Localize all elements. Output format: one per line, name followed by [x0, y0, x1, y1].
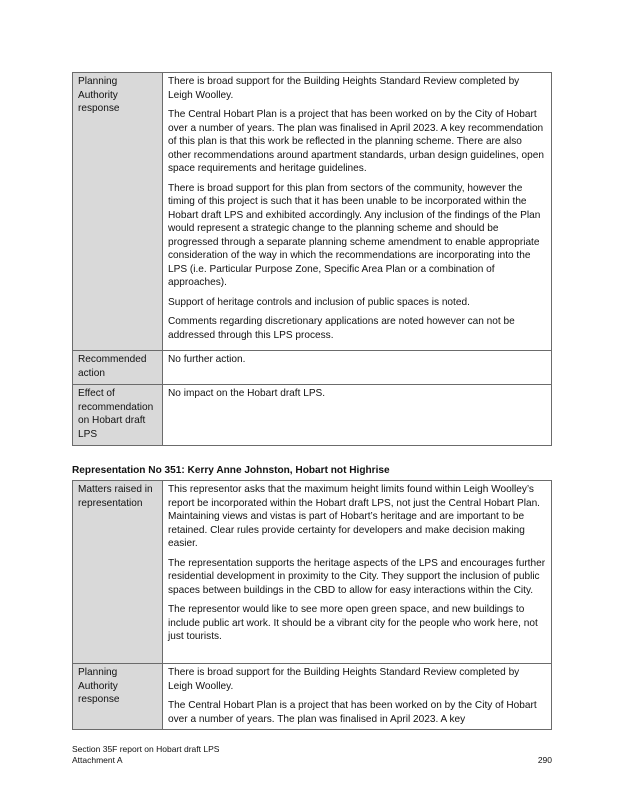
table-row	[73, 351, 552, 385]
row-content	[163, 385, 552, 446]
row-label: Planning Authority response	[73, 73, 163, 351]
footer-report-title: Section 35F report on Hobart draft LPS	[72, 744, 220, 754]
paragraph: No impact on the Hobart draft LPS.	[168, 388, 326, 399]
paragraph: The representor would like to see more open green space, and new buildings to include public art work. It should be a vibrant city for the people who work here, not just tourists.	[168, 604, 538, 642]
row-label: Effect of recommendation on Hobart draft LPS	[73, 385, 163, 446]
paragraph: Support of heritage controls and inclusion of public spaces is noted.	[168, 296, 470, 308]
row-label: Matters raised in representation	[73, 481, 163, 664]
row-label: Recommended action	[73, 351, 163, 385]
row-label: Planning Authority response	[73, 664, 163, 730]
footer-attachment: Attachment A	[72, 755, 123, 765]
paragraph: There is broad support for the Building Heights Standard Review completed by Leigh Woolley.	[168, 667, 520, 692]
page-footer	[72, 744, 552, 766]
paragraph: There is broad support for the Building Heights Standard Review completed by Leigh Woolley.	[168, 76, 520, 101]
page-number: 290	[537, 755, 552, 765]
paragraph: The Central Hobart Plan is a project that has been worked on by the City of Hobart over a number of years. The plan was finalised in April 2023. A key recommendation of this plan is that this work be reflected in the planning scheme. There are also other recommendations around apartment standards, urban design guidelines, open space requirements and heritage guidelines.	[168, 109, 544, 174]
paragraph: Comments regarding discretionary applications are noted however can not be addressed through this LPS process.	[168, 316, 515, 341]
representation-table	[72, 480, 552, 730]
paragraph: This representor asks that the maximum height limits found within Leigh Woolley’s report be incorporated within the Hobart draft LPS, not just the Central Hobart Plan. Maintaining views and vistas is part of Hobart’s heritage and are important to be retained. Clear rules provide certainty for developers and make decision making easier.	[168, 484, 540, 549]
response-table-continued	[72, 72, 552, 446]
paragraph: There is broad support for this plan from sectors of the community, however the timing of this project is such that it has been unable to be incorporated within the Hobart draft LPS and exhibited accordingly. Any inclusion of the findings of the Plan would represent a strategic change to the planning scheme and should be progressed through a separate planning scheme amendment to enable appropriate consideration of the way in which the recommendations are incorporating into the LPS (i.e. Particular Purpose Zone, Specific Area Plan or a combination of approaches).	[168, 182, 541, 288]
table-row	[73, 385, 552, 446]
row-content	[163, 73, 552, 351]
paragraph: The Central Hobart Plan is a project that has been worked on by the City of Hobart over a number of years. The plan was finalised in April 2023. A key	[168, 700, 537, 725]
paragraph: The representation supports the heritage aspects of the LPS and encourages further residential development in proximity to the City. They support the inclusion of public spaces between buildings in the CBD to allow for easy interactions within the City.	[168, 557, 546, 596]
representation-heading: Representation No 351: Kerry Anne Johnston, Hobart not Highrise	[72, 465, 390, 476]
row-content	[163, 481, 552, 664]
table-row	[73, 481, 552, 664]
paragraph: No further action.	[168, 354, 246, 365]
row-content	[163, 664, 552, 730]
table-row	[73, 73, 552, 351]
row-content	[163, 351, 552, 385]
table-row	[73, 664, 552, 730]
